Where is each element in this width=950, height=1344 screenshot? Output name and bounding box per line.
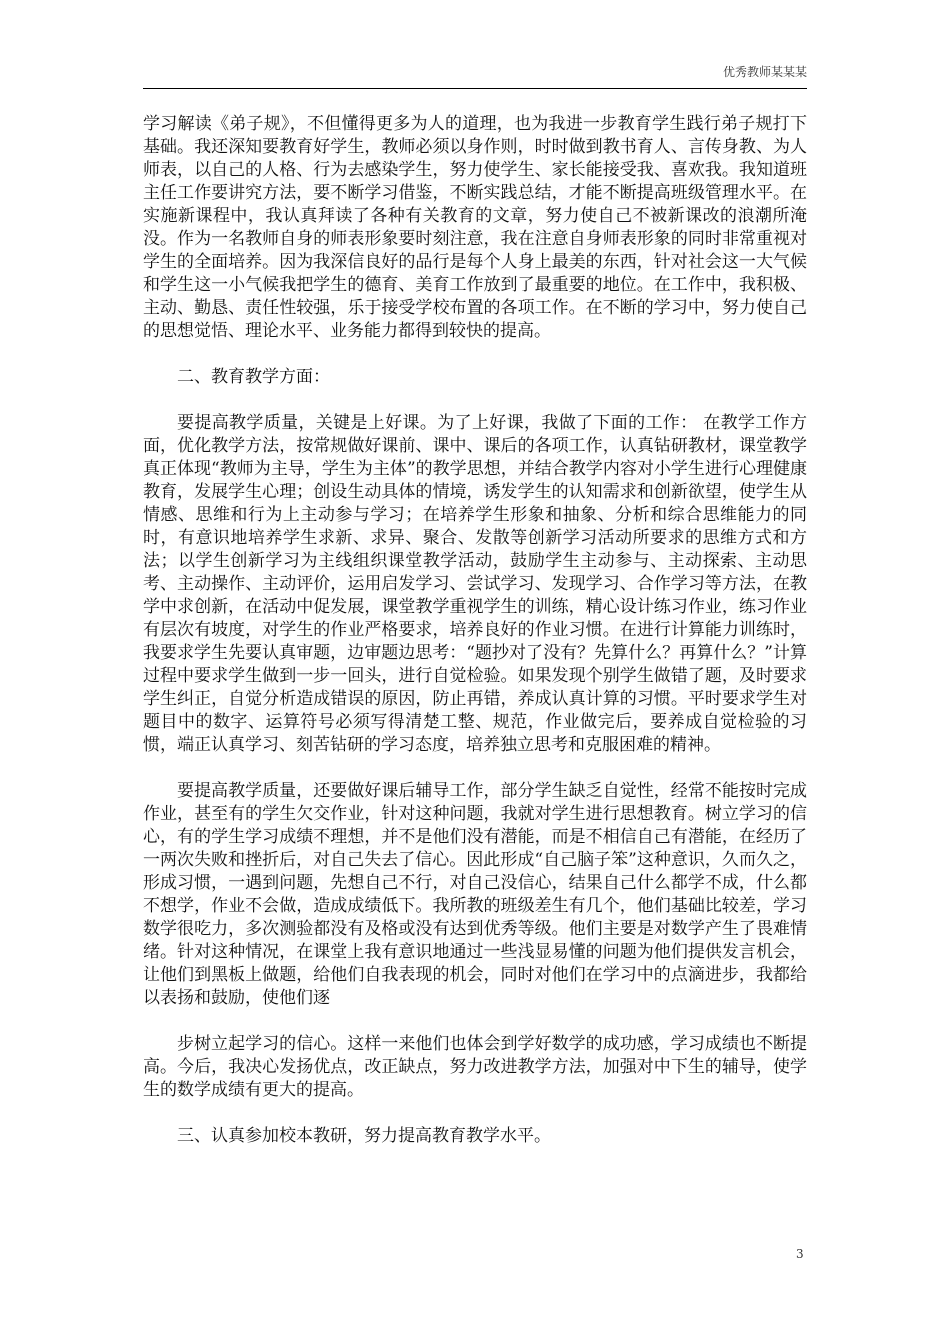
page-header [143,64,807,84]
document-body [143,113,807,1148]
paragraph-gap [143,1102,807,1125]
section-heading-2: 二、教育教学方面： [177,367,330,387]
header-title: 优秀教师某某某 [722,65,807,79]
paragraph-gap [143,343,807,366]
paragraph-1: 学习解读《弟子规》，不但懂得更多为人的道理，也为我进一步教育学生践行弟子规打下基础。我还深知要教育好学生，教师必须以身作则，时时做到教书育人、言传身教、为人师表，以自己的人格、行为去感染学生，努力使学生、家长能接受我、喜欢我。我知道班主任工作要讲究方法，要不断学习借鉴，不断实践总结，才能不断提高班级管理水平。在实施新课程中，我认真拜读了各种有关教育的文章，努力使自己不被新课改的浪潮所淹没。作为一名教师自身的师表形象要时刻注意，我在注意自身师表形象的同时非常重视对学生的全面培养。因为我深信良好的品行是每个人身上最美的东西，针对社会这一大气候和学生这一小气候我把学生的德育、美育工作放到了最重要的地位。在工作中，我积极、主动、勤恳、责任性较强，乐于接受学校布置的各项工作。在不断的学习中，努力使自己的思想觉悟、理论水平、业务能力都得到较快的提高。 [143,114,807,341]
paragraph-3: 要提高教学质量，关键是上好课。为了上好课，我做了下面的工作： 在教学工作方面，优化教学方法，按常规做好课前、课中、课后的各项工作，认真钻研教材，课堂教学真正体现“教师为主导，学生为主体”的教学思想，并结合教学内容对小学生进行心理健康教育，发展学生心理；创设生动具体的情境，诱发学生的认知需求和创新欲望，使学生从情感、思维和行为上主动参与学习；在培养学生形象和抽象、分析和综合思维能力的同时，有意识地培养学生求新、求异、聚合、发散等创新学习活动所要求的思维方式和方法；以学生创新学习为主线组织课堂教学活动，鼓励学生主动参与、主动探索、主动思考、主动操作、主动评价，运用启发学习、尝试学习、发现学习、合作学习等方法，在教学中求创新，在活动中促发展，课堂教学重视学生的训练，精心设计练习作业，练习作业有层次有坡度，对学生的作业严格要求，培养良好的作业习惯。在进行计算能力训练时，我要求学生先要认真审题，边审题边思考：“题抄对了没有？先算什么？再算什么？”计算过程中要求学生做到一步一回头，进行自觉检验。如果发现个别学生做错了题，及时要求学生纠正，自觉分析造成错误的原因，防止再错，养成认真计算的习惯。平时要求学生对题目中的数字、运算符号必须写得清楚工整、规范，作业做完后，要养成自觉检验的习惯，端正认真学习、刻苦钻研的学习态度，培养独立思考和克服困难的精神。 [143,413,807,755]
paragraph-gap [143,1010,807,1033]
header-rule [143,88,807,89]
page-number: 3 [796,1247,804,1261]
paragraph-5: 步树立起学习的信心。这样一来他们也体会到学好数学的成功感，学习成绩也不断提高。今后，我决心发扬优点，改正缺点，努力改进教学方法，加强对中下生的辅导，使学生的数学成绩有更大的提高。 [143,1034,807,1100]
paragraph-gap [143,757,807,780]
paragraph-4: 要提高教学质量，还要做好课后辅导工作，部分学生缺乏自觉性，经常不能按时完成作业，甚至有的学生欠交作业，针对这种问题，我就对学生进行思想教育。树立学习的信心，有的学生学习成绩不理想，并不是他们没有潜能，而是不相信自己有潜能，在经历了一两次失败和挫折后，对自己失去了信心。因此形成“自己脑子笨”这种意识，久而久之，形成习惯，一遇到问题，先想自己不行，对自己没信心，结果自己什么都学不成，什么都不想学，作业不会做，造成成绩低下。我所教的班级差生有几个，他们基础比较差，学习数学很吃力，多次测验都没有及格或没有达到优秀等级。他们主要是对数学产生了畏难情绪。针对这种情况，在课堂上我有意识地通过一些浅显易懂的问题为他们提供发言机会，让他们到黑板上做题，给他们自我表现的机会，同时对他们在学习中的点滴进步，我都给以表扬和鼓励，使他们逐 [143,781,807,1008]
paragraph-gap [143,389,807,412]
section-heading-3: 三、认真参加校本教研，努力提高教育教学水平。 [177,1126,551,1146]
